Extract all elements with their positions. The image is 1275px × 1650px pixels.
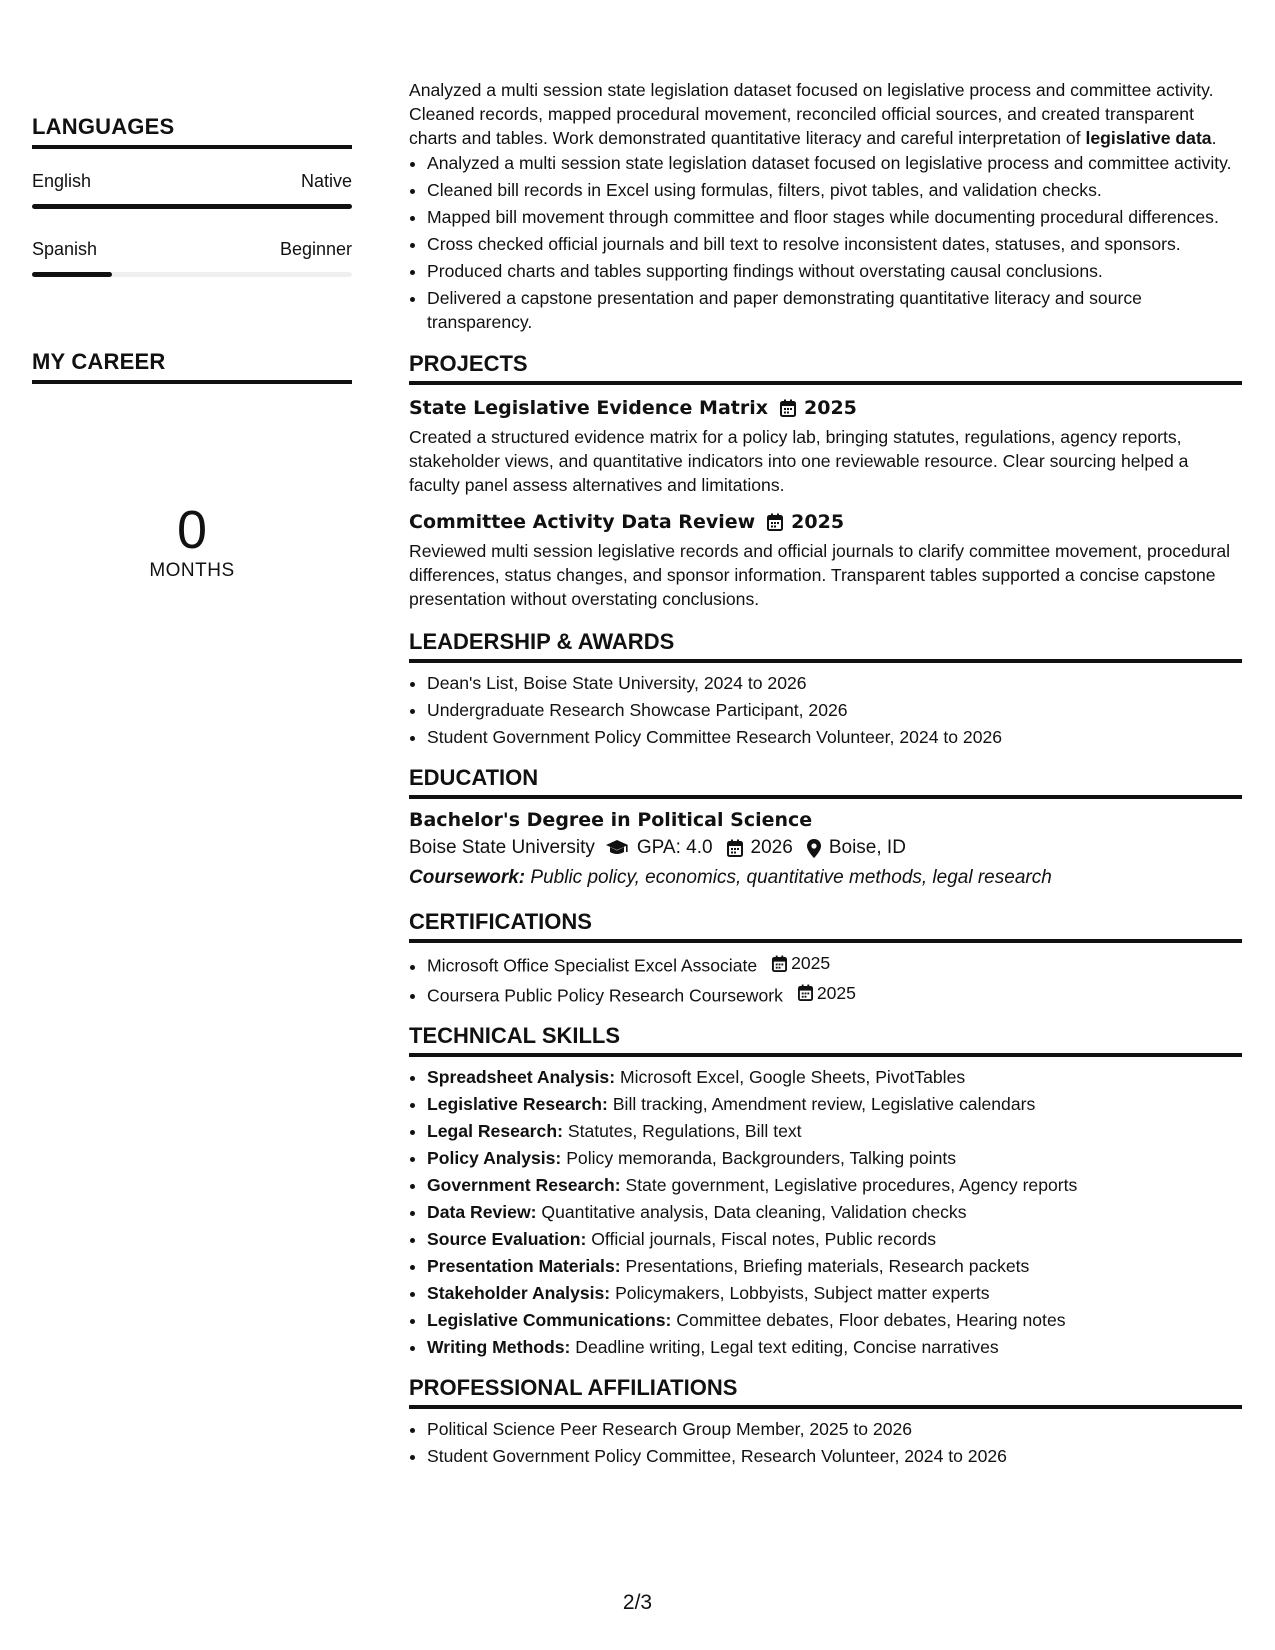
school-name: Boise State University bbox=[409, 837, 595, 858]
leadership-heading: LEADERSHIP & AWARDS bbox=[409, 629, 1242, 663]
skill-label: Legislative Communications: bbox=[427, 1310, 672, 1330]
main-content bbox=[409, 0, 1242, 1471]
experience-summary bbox=[409, 78, 1242, 150]
list-item bbox=[427, 1173, 1242, 1197]
degree-title: Bachelor's Degree in Political Science bbox=[409, 809, 813, 831]
project-title-row bbox=[409, 511, 1242, 533]
graduation-cap-icon bbox=[605, 839, 629, 857]
list-item bbox=[427, 1254, 1242, 1278]
skill-label: Policy Analysis: bbox=[427, 1148, 562, 1168]
list-item bbox=[427, 1200, 1242, 1224]
list-item bbox=[427, 1092, 1242, 1116]
project-description: Reviewed multi session legislative records and official journals to clarify committee movement, procedural differences, status changes, and sponsor information. Transparent tables supported a concise capstone presentation without overstating conclusions. bbox=[409, 541, 1231, 609]
summary-end: . bbox=[1211, 128, 1217, 148]
skill-value: State government, Legislative procedures, Agency reports bbox=[625, 1175, 1078, 1195]
certification-date: 2025 bbox=[791, 953, 831, 973]
projects-section bbox=[409, 351, 1242, 611]
skill-value: Policy memoranda, Backgrounders, Talking points bbox=[566, 1148, 957, 1168]
list-item bbox=[427, 1308, 1242, 1332]
affiliations-section bbox=[409, 1375, 1242, 1468]
project-date: 2025 bbox=[791, 511, 845, 533]
languages-heading: LANGUAGES bbox=[32, 114, 352, 149]
language-name: English bbox=[32, 171, 92, 191]
leadership-section bbox=[409, 629, 1242, 749]
list-item bbox=[427, 1119, 1242, 1143]
list-item: • Dean's List, Boise State University, 2024 to 2026 bbox=[427, 671, 1242, 695]
coursework bbox=[409, 867, 1242, 889]
list-item: • Student Government Policy Committee, Research Volunteer, 2024 to 2026 bbox=[427, 1444, 1242, 1468]
summary-emphasis: legislative data bbox=[1085, 128, 1212, 148]
skill-label: Source Evaluation: bbox=[427, 1229, 587, 1249]
location-pin-icon bbox=[807, 839, 821, 858]
coursework-value: Public policy, economics, quantitative methods, legal research bbox=[530, 867, 1052, 888]
language-level: Beginner bbox=[279, 239, 352, 259]
language-row bbox=[32, 239, 352, 260]
graduation-year: 2026 bbox=[750, 837, 793, 858]
skill-label: Legislative Research: bbox=[427, 1094, 608, 1114]
language-proficiency-bar bbox=[32, 272, 352, 277]
calendar-icon bbox=[772, 955, 787, 972]
certifications-section bbox=[409, 909, 1242, 1007]
language-name: Spanish bbox=[32, 239, 98, 259]
list-item: • Delivered a capstone presentation and paper demonstrating quantitative literacy and source transparency. bbox=[427, 286, 1242, 334]
list-item bbox=[427, 1335, 1242, 1359]
calendar-icon bbox=[767, 513, 783, 531]
project-title: State Legislative Evidence Matrix bbox=[409, 397, 769, 419]
skill-value: Bill tracking, Amendment review, Legislative calendars bbox=[612, 1094, 1036, 1114]
experience-section bbox=[409, 78, 1242, 334]
school-location: Boise, ID bbox=[828, 837, 906, 858]
coursework-label: Coursework: bbox=[409, 867, 526, 888]
sidebar bbox=[32, 0, 352, 582]
list-item: • Mapped bill movement through committee and floor stages while documenting procedural differences. bbox=[427, 205, 1242, 229]
page-number: 2/3 bbox=[622, 1591, 653, 1614]
career-heading: MY CAREER bbox=[32, 349, 352, 384]
language-level: Native bbox=[300, 171, 352, 191]
calendar-icon bbox=[798, 984, 813, 1001]
language-proficiency-fill bbox=[32, 204, 352, 209]
career-months-value: 0 bbox=[176, 500, 208, 560]
skill-label: Spreadsheet Analysis: bbox=[427, 1067, 616, 1087]
career-summary bbox=[32, 502, 352, 582]
gpa-value: GPA: 4.0 bbox=[636, 837, 713, 858]
project-description: Created a structured evidence matrix for a policy lab, bringing statutes, regulations, agency reports, stakeholder views, and quantitative indicators into one reviewable resource. Clear sourcing helped a faculty panel assess alternatives and limitations. bbox=[409, 427, 1189, 495]
calendar-icon bbox=[780, 399, 796, 417]
project-title: Committee Activity Data Review bbox=[409, 511, 756, 533]
list-item bbox=[427, 1146, 1242, 1170]
affiliations-heading: PROFESSIONAL AFFILIATIONS bbox=[409, 1375, 1242, 1409]
skill-value: Presentations, Briefing materials, Research packets bbox=[625, 1256, 1030, 1276]
skill-label: Data Review: bbox=[427, 1202, 537, 1222]
skill-value: Statutes, Regulations, Bill text bbox=[567, 1121, 802, 1141]
projects-heading: PROJECTS bbox=[409, 351, 1242, 385]
skill-value: Quantitative analysis, Data cleaning, Validation checks bbox=[541, 1202, 967, 1222]
skill-value: Official journals, Fiscal notes, Public records bbox=[591, 1229, 937, 1249]
skills-heading: TECHNICAL SKILLS bbox=[409, 1023, 1242, 1057]
skill-value: Committee debates, Floor debates, Hearing notes bbox=[676, 1310, 1066, 1330]
certifications-heading: CERTIFICATIONS bbox=[409, 909, 1242, 943]
list-item bbox=[427, 1065, 1242, 1089]
leadership-list bbox=[409, 671, 1242, 749]
skills-section bbox=[409, 1023, 1242, 1359]
skill-label: Presentation Materials: bbox=[427, 1256, 621, 1276]
certification-date-group bbox=[762, 951, 830, 975]
list-item: • Analyzed a multi session state legislation dataset focused on legislative process and committee activity. bbox=[427, 151, 1242, 175]
project-title-row bbox=[409, 397, 1242, 419]
skills-list bbox=[409, 1065, 1242, 1359]
skill-value: Microsoft Excel, Google Sheets, PivotTables bbox=[619, 1067, 966, 1087]
skill-label: Writing Methods: bbox=[427, 1337, 571, 1357]
summary-text: Analyzed a multi session state legislation dataset focused on legislative process and committee activity. Cleaned records, mapped procedural movement, reconciled official sources, and created transparent charts and tables. Work demonstrated quantitative literacy and careful interpretation of bbox=[409, 80, 1214, 148]
list-item: • Cross checked official journals and bill text to resolve inconsistent dates, statuses, and sponsors. bbox=[427, 232, 1242, 256]
certification-name: Coursera Public Policy Research Coursework bbox=[427, 985, 783, 1005]
certification-date-group bbox=[788, 981, 856, 1005]
list-item: • Produced charts and tables supporting findings without overstating causal conclusions. bbox=[427, 259, 1242, 283]
skill-label: Stakeholder Analysis: bbox=[427, 1283, 611, 1303]
skill-label: Legal Research: bbox=[427, 1121, 563, 1141]
language-proficiency-bar bbox=[32, 204, 352, 209]
list-item: • Cleaned bill records in Excel using formulas, filters, pivot tables, and validation checks. bbox=[427, 178, 1242, 202]
calendar-icon bbox=[727, 839, 743, 857]
experience-bullets bbox=[409, 151, 1242, 334]
skill-value: Policymakers, Lobbyists, Subject matter experts bbox=[615, 1283, 990, 1303]
project-date: 2025 bbox=[804, 397, 857, 419]
list-item: • Student Government Policy Committee Research Volunteer, 2024 to 2026 bbox=[427, 725, 1242, 749]
education-details bbox=[409, 837, 1242, 859]
affiliations-list bbox=[409, 1417, 1242, 1468]
certifications-list bbox=[409, 951, 1242, 1007]
language-proficiency-fill bbox=[32, 272, 112, 277]
skill-value: Deadline writing, Legal text editing, Concise narratives bbox=[575, 1337, 999, 1357]
list-item bbox=[427, 1227, 1242, 1251]
certification-date: 2025 bbox=[816, 982, 856, 1003]
career-months-unit: MONTHS bbox=[149, 560, 235, 581]
education-section bbox=[409, 765, 1242, 889]
language-row bbox=[32, 171, 352, 192]
list-item: • Political Science Peer Research Group Member, 2025 to 2026 bbox=[427, 1417, 1242, 1441]
list-item: • Undergraduate Research Showcase Participant, 2026 bbox=[427, 698, 1242, 722]
list-item bbox=[427, 981, 1242, 1008]
skill-label: Government Research: bbox=[427, 1175, 621, 1195]
education-heading: EDUCATION bbox=[409, 765, 1242, 799]
list-item bbox=[427, 951, 1242, 978]
list-item bbox=[427, 1281, 1242, 1305]
certification-name: Microsoft Office Specialist Excel Associate bbox=[427, 955, 758, 976]
